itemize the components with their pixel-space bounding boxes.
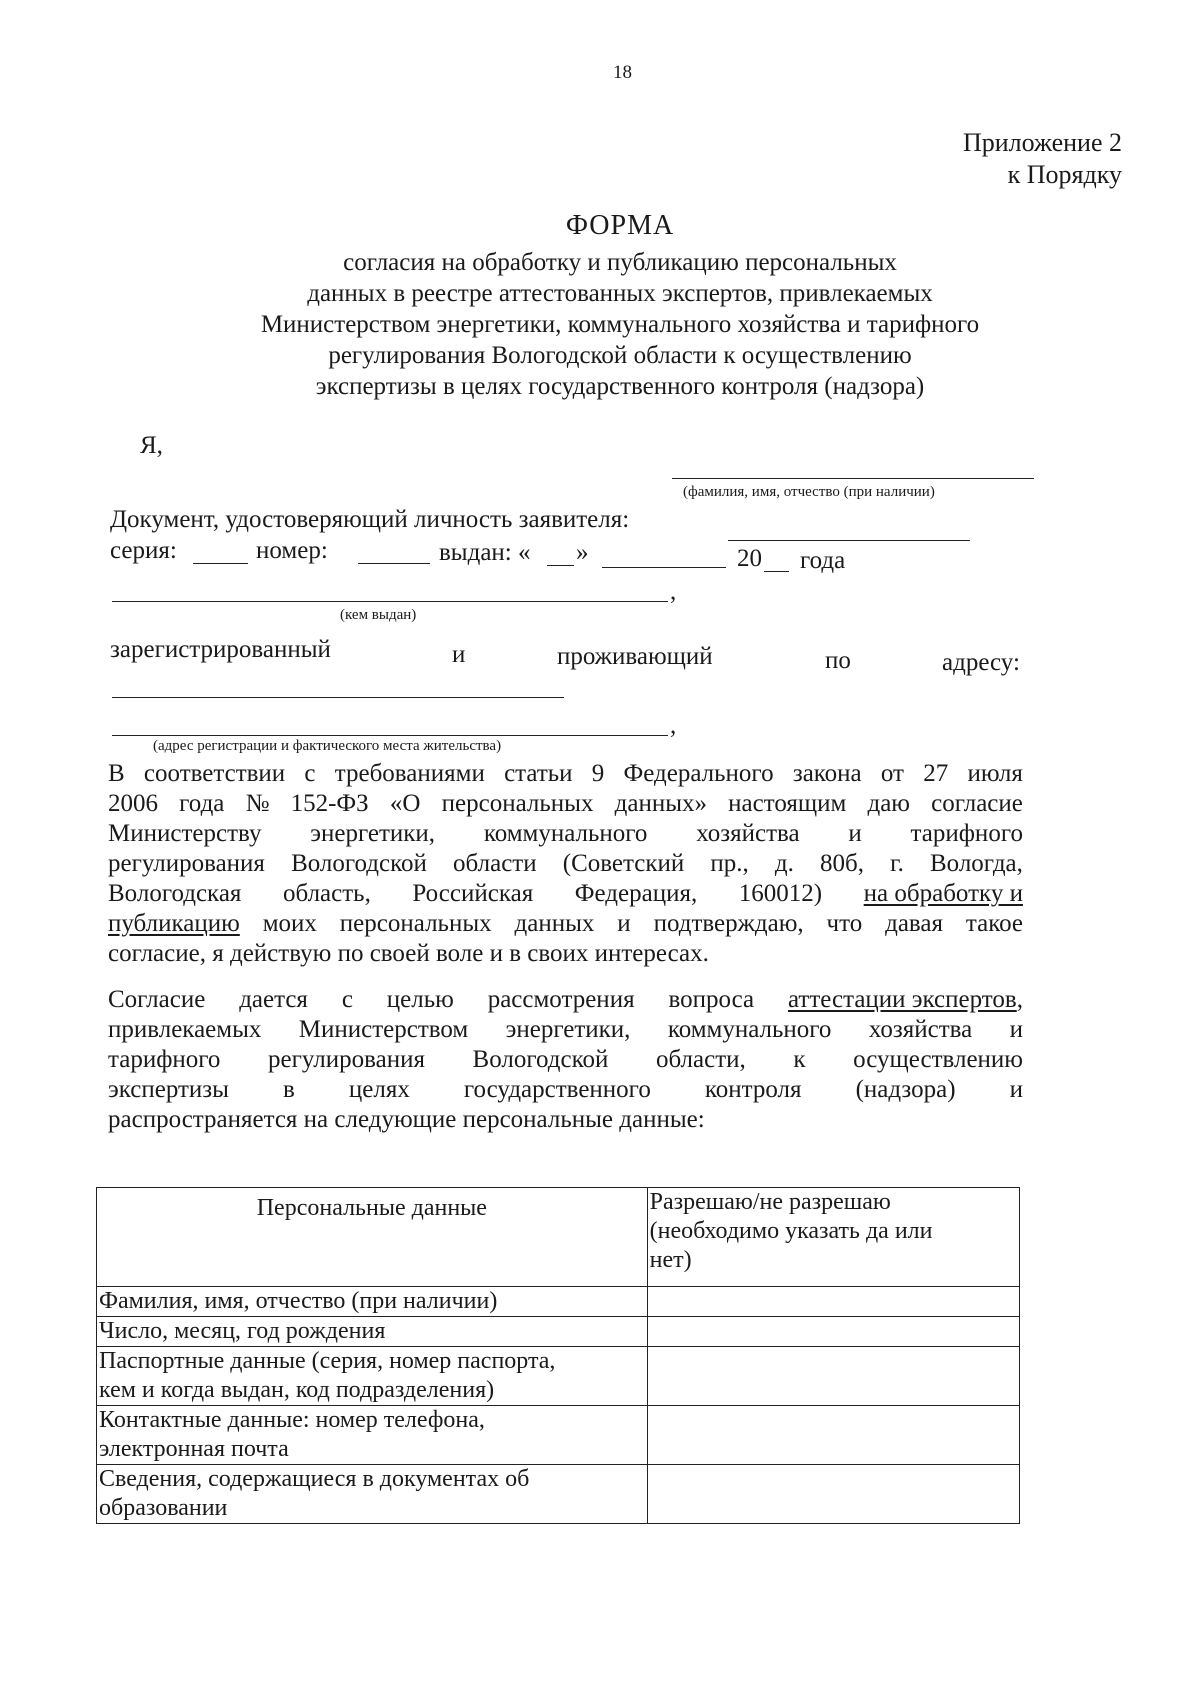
fio-field-line[interactable]: [672, 478, 1034, 479]
address-comma: ,: [670, 712, 677, 739]
paragraph-line: привлекаемых Министерством энергетики, коммунального хозяйства и: [108, 1016, 1023, 1043]
issued-quote-close: »: [576, 539, 589, 566]
year-prefix: 20: [737, 545, 762, 572]
year-field-line[interactable]: [764, 571, 789, 572]
registered-word: и: [452, 641, 466, 668]
issuer-caption: (кем выдан): [340, 607, 417, 623]
underlined-phrase: публикацию: [108, 910, 240, 937]
address-field-line-1[interactable]: [112, 697, 564, 698]
issued-label: выдан: «: [439, 539, 531, 566]
subtitle-line: согласия на обработку и публикацию персональных: [343, 249, 897, 276]
permission-cell[interactable]: [647, 1406, 1019, 1465]
table-row: [97, 1465, 1020, 1524]
number-label: номер:: [256, 537, 328, 564]
purpose-paragraph: [108, 985, 1023, 1135]
address-field-line-2[interactable]: [112, 735, 668, 736]
appendix-line-2: к Порядку: [1007, 160, 1122, 189]
address-caption: (адрес регистрации и фактического места жительства): [153, 738, 502, 754]
registered-word: адресу:: [942, 649, 1020, 676]
underlined-phrase: на обработку и: [863, 880, 1023, 907]
registered-word: по: [825, 647, 851, 674]
paragraph-line: Министерству энергетики, коммунального хозяйства и тарифного: [108, 820, 1023, 847]
header-permission-line: нет): [649, 1247, 692, 1273]
series-field-line[interactable]: [193, 563, 248, 564]
appendix-note: [963, 127, 1122, 191]
paragraph-line: Вологодская область, Российская Федерация, 160012) на обработку и: [108, 880, 1023, 907]
fio-caption: (фамилия, имя, отчество (при наличии): [683, 484, 935, 500]
paragraph-line: экспертизы в целях государственного контроля (надзора) и: [108, 1076, 1023, 1103]
permission-cell[interactable]: [647, 1465, 1019, 1524]
page-number: 18: [613, 62, 632, 83]
paragraph-line: В соответствии с требованиями статьи 9 Федерального закона от 27 июля: [108, 760, 1023, 787]
header-permission-line: Разрешаю/не разрешаю: [649, 1189, 891, 1215]
registered-word: зарегистрированный: [110, 636, 331, 663]
permission-cell[interactable]: [647, 1287, 1019, 1317]
consent-paragraph: [108, 759, 1023, 969]
row-label: Число, месяц, год рождения: [97, 1317, 648, 1347]
paragraph-line: распространяется на следующие персональные данные:: [108, 1106, 705, 1133]
issuer-field-line[interactable]: [112, 601, 668, 602]
form-subtitle: [0, 247, 1200, 402]
registered-word: проживающий: [557, 643, 713, 670]
permission-cell[interactable]: [647, 1317, 1019, 1347]
table-row: [97, 1287, 1020, 1317]
subtitle-line: регулирования Вологодской области к осуществлению: [328, 342, 912, 369]
issuer-comma: ,: [670, 578, 677, 605]
underlined-phrase: аттестации экспертов: [787, 986, 1017, 1013]
row-label: Контактные данные: номер телефона, электронная почта: [97, 1406, 648, 1465]
table-header-row: [97, 1188, 1020, 1287]
form-title: ФОРМА: [565, 210, 675, 241]
paragraph-line: публикацию моих персональных данных и подтверждаю, что давая такое: [108, 910, 1023, 937]
appendix-line-1: Приложение 2: [962, 128, 1122, 157]
paragraph-line: 2006 года № 152-ФЗ «О персональных данных» настоящим даю согласие: [108, 790, 1023, 817]
subtitle-line: экспертизы в целях государственного контроля (надзора): [315, 373, 925, 400]
issued-month-line[interactable]: [602, 567, 726, 568]
document-label: Документ, удостоверяющий личность заявителя:: [110, 506, 630, 533]
header-permission: [647, 1188, 1019, 1287]
subtitle-line: данных в реестре аттестованных экспертов, привлекаемых: [307, 280, 933, 307]
table-row: [97, 1406, 1020, 1465]
row-label: Сведения, содержащиеся в документах об образовании: [97, 1465, 648, 1524]
subtitle-line: Министерством энергетики, коммунального хозяйства и тарифного: [260, 311, 980, 338]
header-personal-data: Персональные данные: [97, 1188, 648, 1287]
personal-data-table: [96, 1187, 1020, 1524]
table-row: [97, 1347, 1020, 1406]
series-label: серия:: [110, 537, 177, 564]
paragraph-line: согласие, я действую по своей воле и в своих интересах.: [108, 940, 709, 967]
row-label: Фамилия, имя, отчество (при наличии): [97, 1287, 648, 1317]
issued-day-line[interactable]: [547, 565, 574, 566]
paragraph-line: регулирования Вологодской области (Советский пр., д. 80б, г. Вологда,: [108, 850, 1023, 877]
paragraph-line: тарифного регулирования Вологодской области, к осуществлению: [108, 1046, 1023, 1073]
table-row: [97, 1317, 1020, 1347]
number-field-line[interactable]: [358, 563, 430, 564]
permission-cell[interactable]: [647, 1347, 1019, 1406]
i-label: Я,: [140, 432, 163, 459]
document-field-line[interactable]: [728, 540, 970, 541]
year-suffix: года: [800, 547, 846, 574]
paragraph-line: Согласие дается с целью рассмотрения вопроса аттестации экспертов,: [108, 986, 1023, 1013]
row-label: Паспортные данные (серия, номер паспорта, кем и когда выдан, код подразделения): [97, 1347, 648, 1406]
header-permission-line: (необходимо указать да или: [649, 1218, 933, 1244]
